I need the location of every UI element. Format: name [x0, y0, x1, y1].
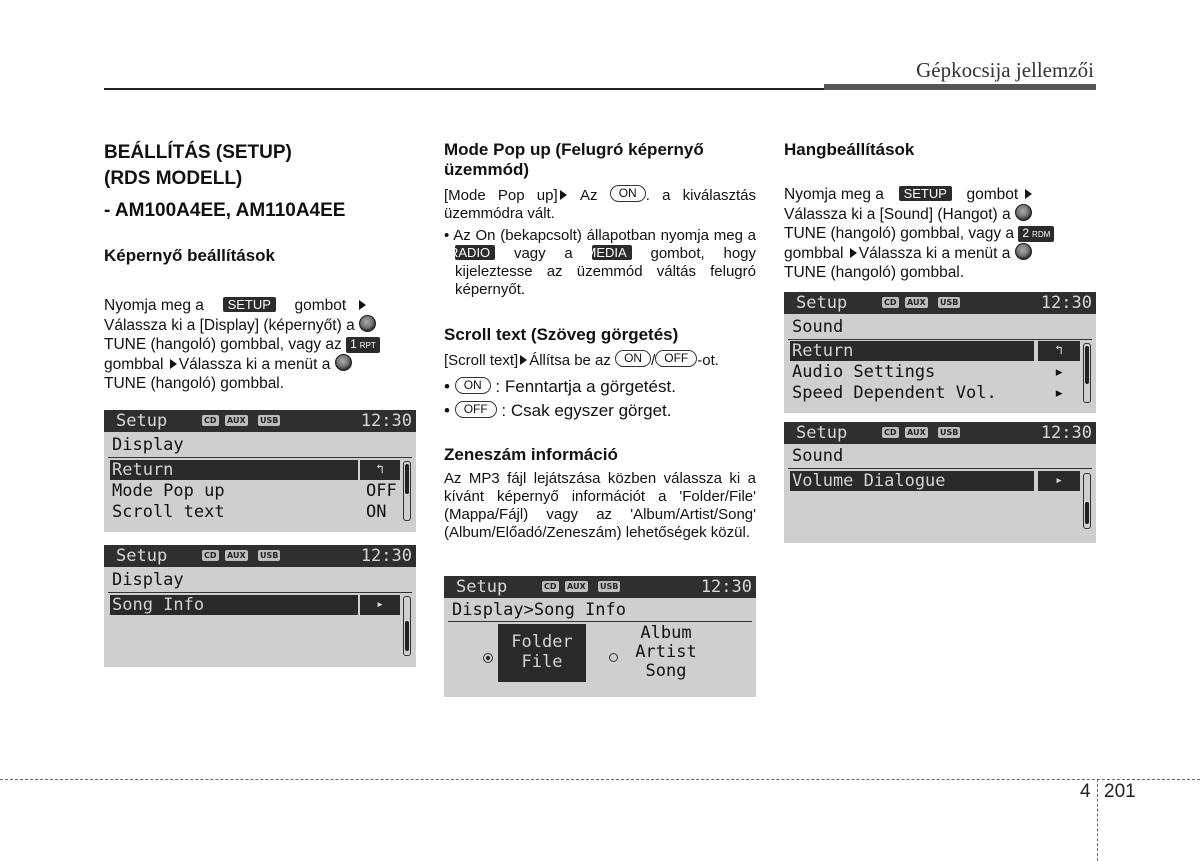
aux-icon: AUX: [907, 428, 926, 437]
chevron-right-icon: ▸: [360, 595, 400, 615]
lcd-title: Setup: [796, 423, 848, 443]
column-right: [784, 140, 1096, 282]
text: -ot.: [697, 352, 719, 369]
text: Az: [580, 187, 598, 204]
lcd-selected-row: [110, 595, 358, 615]
lcd-scrollbar: [403, 461, 411, 521]
text: TUNE (hangoló) gombbal, vagy a: [784, 225, 1015, 242]
text: Állítsa be az: [529, 352, 611, 369]
off-pill: OFF: [455, 401, 497, 418]
text: [Mode Pop up]: [444, 187, 558, 204]
lcd-title-bar: [104, 410, 416, 432]
lcd-screen-song-info: [444, 576, 756, 697]
lcd-selected-label: Volume Dialogue: [792, 471, 946, 491]
lcd-title-bar: [784, 292, 1096, 314]
lcd-row-label: Mode Pop up: [112, 481, 225, 501]
chapter-number: 4: [1080, 781, 1091, 802]
lcd-selected-row: [110, 460, 358, 480]
radio-selected-icon: [483, 653, 493, 663]
lcd-row-label: Audio Settings: [792, 362, 936, 382]
usb-icon: USB: [600, 582, 619, 591]
text: gombot, hogy kijeleztesse az üzemmód váltás felugró képernyőt.: [455, 245, 756, 298]
option-line: Album: [640, 623, 692, 643]
aux-icon: AUX: [227, 416, 246, 425]
lcd-rule: [108, 592, 412, 593]
off-pill: OFF: [655, 350, 697, 367]
lcd-scrollbar: [1083, 343, 1091, 403]
lcd-rule: [788, 339, 1092, 340]
text: TUNE (hangoló) gombbal, vagy az: [104, 336, 342, 353]
display-instructions: [104, 296, 416, 393]
rpt-key: [346, 337, 380, 353]
section-title-line-3: - AM100A4EE, AM110A4EE: [104, 200, 346, 221]
heading-mode-pop-up: Mode Pop up (Felugró képernyő üzemmód): [444, 140, 704, 179]
arrow-icon: [170, 359, 177, 369]
song-info-text: Az MP3 fájl lejátszása közben válassza ki a kívánt képernyő információt a 'Folder/File' (Mappa/Fájl) vagy az 'Album/Artist/Song' (Album/Előadó/Zeneszám) lehetőségek közül.: [444, 470, 756, 541]
text: vagy a: [513, 245, 573, 262]
arrow-icon: [1025, 189, 1032, 199]
aux-icon: AUX: [567, 582, 586, 591]
text: Válassza ki a [Display] (képernyőt) a: [104, 317, 355, 334]
usb-icon: USB: [260, 416, 279, 425]
cd-icon: CD: [884, 428, 897, 437]
lcd-screen-sound: [784, 292, 1096, 413]
lcd-title: Setup: [796, 293, 848, 313]
text: gombbal: [784, 245, 844, 262]
scroll-text-intro: [444, 350, 756, 370]
lcd-scrollbar: [403, 596, 411, 656]
mode-pop-up-bullet: [444, 227, 756, 299]
option-line: File: [521, 652, 563, 672]
text: Az On (bekapcsolt) állapotban nyomja meg a: [453, 227, 756, 244]
lcd-scrollbar: [1083, 473, 1091, 529]
lcd-screen-volume-dialogue: [784, 422, 1096, 543]
lcd-rule: [448, 621, 752, 622]
radio-key: RADIO: [455, 245, 495, 260]
text: Nyomja meg a: [784, 186, 884, 203]
option-album-artist-song: [624, 624, 708, 681]
chevron-right-icon: ▸: [1054, 362, 1065, 382]
lcd-clock: 12:30: [700, 577, 752, 597]
radio-unselected-icon: [609, 653, 618, 662]
lcd-clock: 12:30: [360, 411, 412, 431]
lcd-clock: 12:30: [1040, 423, 1092, 443]
lcd-title-bar: [444, 576, 756, 598]
media-key: MEDIA: [592, 245, 632, 260]
tune-knob-icon: [1015, 204, 1032, 221]
bullet: •: [444, 377, 450, 396]
lcd-clock: 12:30: [1040, 293, 1092, 313]
text: Válassza ki a menüt a: [858, 245, 1011, 262]
option-line: Folder: [511, 632, 573, 652]
cd-icon: CD: [204, 416, 217, 425]
return-icon: ↰: [360, 460, 400, 480]
text: . a kiválasztás üzemmódra vált.: [444, 187, 756, 222]
return-icon: ↰: [1038, 341, 1080, 361]
lcd-title-bar: [104, 545, 416, 567]
on-pill: ON: [610, 185, 646, 202]
bullet: •: [444, 227, 450, 244]
tune-knob-icon: [1015, 243, 1032, 260]
arrow-icon: [560, 190, 567, 200]
option-line: Song: [645, 661, 687, 681]
section-title-line-2: (RDS MODELL): [104, 168, 243, 189]
column-middle: [444, 140, 756, 542]
lcd-title: Setup: [116, 411, 168, 431]
option-line: Artist: [635, 642, 697, 662]
lcd-selected-label: Return: [112, 460, 174, 480]
running-head: Gépkocsija jellemzői: [916, 58, 1094, 82]
chevron-right-icon: ▸: [1038, 471, 1080, 491]
aux-icon: AUX: [907, 298, 926, 307]
key-number: 1: [350, 337, 357, 351]
lcd-row-value: ON: [366, 502, 387, 522]
text: gombot: [294, 297, 347, 314]
lcd-screen-display-song: [104, 545, 416, 667]
text: Válassza ki a [Sound] (Hangot) a: [784, 206, 1011, 223]
lcd-selected-row: [790, 341, 1034, 361]
lcd-subtitle: Display: [112, 435, 184, 455]
header-bar: [824, 84, 1096, 90]
text: : Fenntartja a görgetést.: [495, 377, 676, 396]
key-sub: RPT: [359, 341, 376, 350]
cd-icon: CD: [204, 551, 217, 560]
setup-key: SETUP: [899, 186, 952, 201]
key-sub: RDM: [1032, 230, 1051, 239]
text: [Scroll text]: [444, 352, 519, 369]
lcd-selected-label: Return: [792, 341, 854, 361]
tune-knob-icon: [359, 315, 376, 332]
footer-dashed-divider: [1097, 779, 1098, 861]
text: Válassza ki a menüt a: [178, 356, 331, 373]
cd-icon: CD: [884, 298, 897, 307]
text: TUNE (hangoló) gombbal.: [104, 375, 285, 392]
lcd-subtitle: Sound: [792, 317, 844, 337]
text: Nyomja meg a: [104, 297, 204, 314]
lcd-subtitle: Sound: [792, 446, 844, 466]
key-number: 2: [1022, 226, 1030, 240]
heading-scroll-text: Scroll text (Szöveg görgetés): [444, 325, 679, 344]
lcd-subtitle: Display>Song Info: [452, 600, 626, 620]
text: TUNE (hangoló) gombbal.: [784, 264, 965, 281]
rdm-key: [1018, 226, 1054, 242]
subheading-display-settings: Képernyő beállítások: [104, 246, 276, 265]
on-pill: ON: [615, 350, 651, 367]
text: gombbal: [104, 356, 164, 373]
footer-dashed-rule: [0, 779, 1200, 780]
usb-icon: USB: [940, 298, 959, 307]
lcd-screen-display: [104, 410, 416, 532]
slash: /: [651, 352, 656, 369]
on-pill: ON: [455, 377, 491, 394]
tune-knob-icon: [335, 354, 352, 371]
lcd-rule: [108, 457, 412, 458]
setup-key: SETUP: [223, 297, 276, 312]
cd-icon: CD: [544, 582, 557, 591]
arrow-icon: [359, 300, 366, 310]
section-title-line-1: BEÁLLÍTÁS (SETUP): [104, 142, 292, 163]
sound-instructions: [784, 185, 1096, 282]
text: : Csak egyszer görget.: [501, 401, 672, 420]
lcd-title: Setup: [116, 546, 168, 566]
chevron-right-icon: ▸: [1054, 383, 1065, 403]
heading-sound: Hangbeállítások: [784, 140, 915, 159]
lcd-title-bar: [784, 422, 1096, 444]
lcd-row-value: OFF: [366, 481, 397, 501]
bullet: •: [444, 401, 450, 420]
scroll-option-on: [444, 375, 756, 423]
lcd-clock: 12:30: [360, 546, 412, 566]
lcd-subtitle: Display: [112, 570, 184, 590]
usb-icon: USB: [940, 428, 959, 437]
arrow-icon: [850, 248, 857, 258]
aux-icon: AUX: [227, 551, 246, 560]
lcd-rule: [788, 468, 1092, 469]
lcd-selected-row: [790, 471, 1034, 491]
lcd-row-label: Speed Dependent Vol.: [792, 383, 997, 403]
text: gombot: [966, 186, 1019, 203]
lcd-title: Setup: [456, 577, 508, 597]
column-left: [104, 140, 416, 393]
lcd-row-label: Scroll text: [112, 502, 225, 522]
heading-song-info: Zeneszám információ: [444, 445, 618, 464]
mode-pop-up-text: [444, 185, 756, 223]
arrow-icon: [520, 355, 527, 365]
option-folder-file: [498, 624, 586, 682]
lcd-selected-label: Song Info: [112, 595, 205, 615]
page-number: 201: [1104, 781, 1136, 802]
usb-icon: USB: [260, 551, 279, 560]
